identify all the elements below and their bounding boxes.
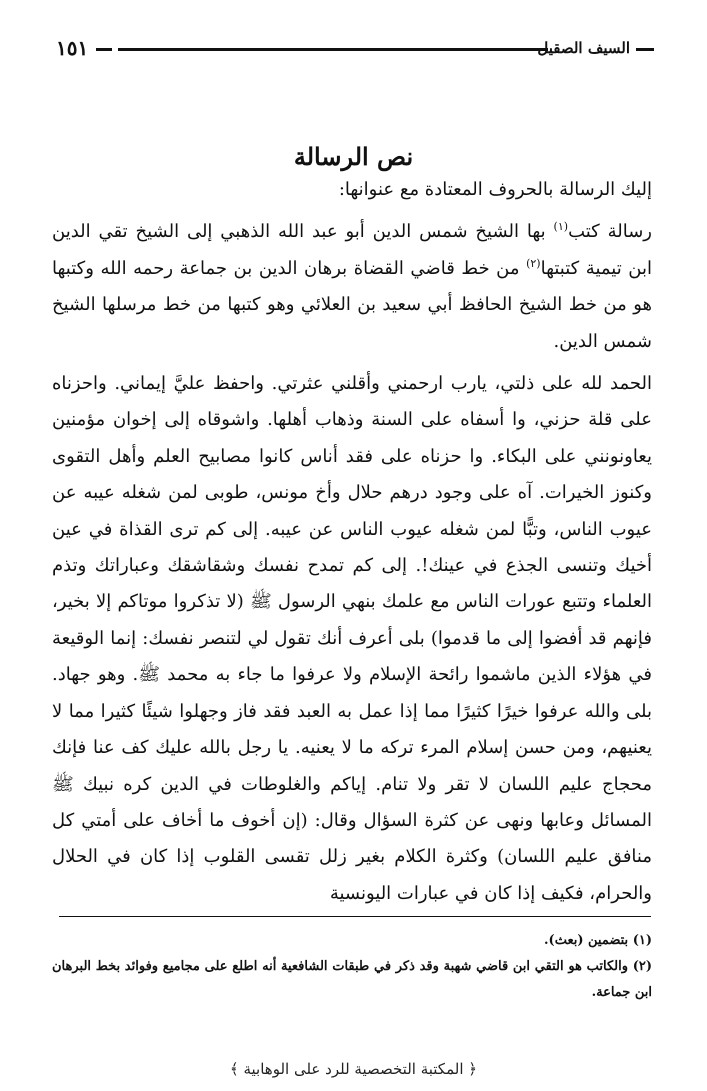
paragraph-1-start: رسالة كتب [568,221,652,243]
running-title: السيف الصقيل [537,39,630,57]
running-header [56,36,654,62]
footnotes [52,928,652,1006]
header-rule [118,48,548,51]
paragraph-1-end: من خط قاضي القضاة برهان الدين بن جماعة رحمه الله وكتبها هو من خط الشيخ الحافظ أبي سعيد بن العلائي وهو كتبها من خط مرسلها الشيخ شمس الدين. [52,257,652,352]
intro-line: إليك الرسالة بالحروف المعتادة مع عنوانها: [338,179,652,200]
paragraph-1-middle: بها الشيخ شمس الدين أبو عبد الله الذهبي إلى الشيخ تقي الدين ابن تيمية كتبتها [52,221,652,279]
footnote-marker-2: (٢) [526,256,541,270]
paragraph-2: الحمد لله على ذلتي، يارب ارحمني وأقلني عثرتي. واحفظ عليَّ إيماني. واحزناه على قلة حزني، وا أسفاه على السنة وذهاب أهلها. واشوقاه إلى إخوان مؤمنين يعاونونني على البكاء. وا حزناه على فقد أناس كانوا مصابيح العلم وأهل التقوى وكنوز الخيرات. آه على وجود درهم حلال وأخ مونس، طوبى لمن شغله عيبه عن عيوب الناس، وتبًّا لمن شغله عيوب الناس عن عيبه. إلى كم ترى القذاة في عين أخيك وتنسى الجذع في عينك!. إلى كم تمدح نفسك وشقاشقك وعباراتك وتذم العلماء وتتبع عورات الناس مع علمك بنهي الرسول ﷺ (لا تذكروا موتاكم إلا بخير، فإنهم قد أفضوا إلى ما قدموا) بلى أعرف أنك تقول لي لتنصر نفسك: إنما الوقيعة في هؤلاء الذين ماشموا رائحة الإسلام ولا عرفوا ما جاء به محمد ﷺ. وهو جهاد. بلى والله عرفوا خيرًا كثيرًا مما إذا عمل به العبد فقد فاز وجهلوا شيئًا كثيرا مما لا يعنيهم، ومن حسن إسلام المرء تركه ما لا يعنيه. يا رجل بالله عليك كف عنا فإنك محجاج عليم اللسان لا تقر ولا تنام. إياكم والغلوطات في الدين كره نبيك ﷺ المسائل وعابها ونهى عن كثرة السؤال وقال: (إن أخوف ما أخاف على أمتي كل منافق عليم اللسان) وكثرة الكلام بغير زلل تقسى القلوب إذا كان في الحلال والحرام، فكيف إذا كان في عبارات اليونسية [52,373,652,904]
header-dash-left [96,48,112,51]
header-dash-right [636,48,654,51]
footnote-2: (٢) والكاتب هو التقي ابن قاضي شهبة وقد ذكر في طبقات الشافعية أنه اطلع على مجاميع وفوائد بخط البرهان ابن جماعة. [52,959,652,1000]
page-number: ١٥١ [56,36,89,60]
body-text [52,172,652,912]
section-title: نص الرسالة [293,142,414,172]
footnote-separator [59,916,651,917]
footnote-marker-1: (١) [553,220,569,234]
library-watermark: ﴿ المكتبة التخصصية للرد على الوهابية ﴾ [229,1060,478,1078]
paragraph-1 [52,214,652,360]
footnote-1: (١) بتضمين (بعث). [544,933,652,948]
